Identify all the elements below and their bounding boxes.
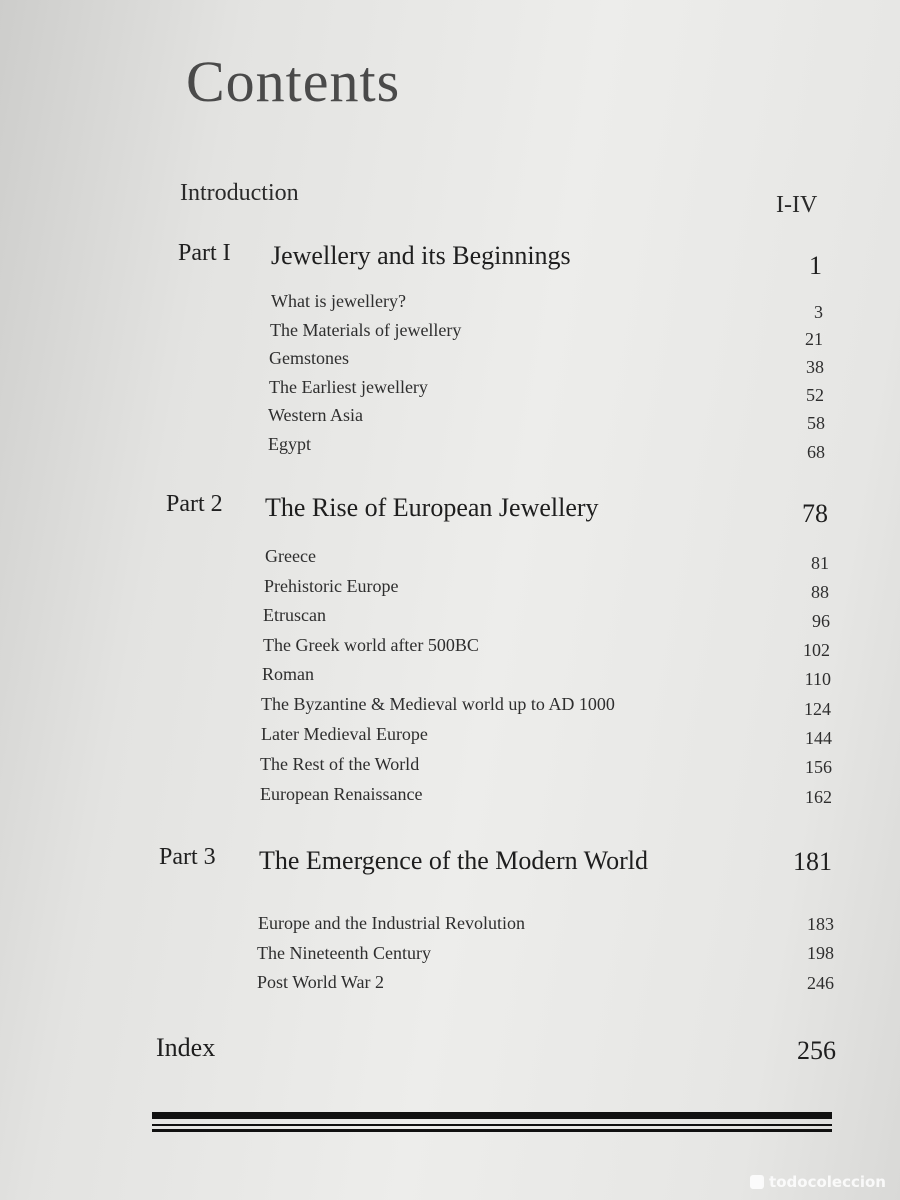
toc-entry: The Rest of the World (260, 754, 420, 774)
watermark (750, 1173, 886, 1191)
toc-entry: Post World War 2 (257, 972, 384, 992)
toc-entry: European Renaissance (260, 784, 423, 804)
toc-entry-page: 21 (805, 329, 823, 349)
toc-entry: Roman (262, 664, 314, 684)
toc-entry: Western Asia (268, 405, 364, 425)
toc-entry-page: 144 (805, 728, 832, 748)
toc-entry: The Nineteenth Century (257, 943, 431, 963)
toc-entry: The Greek world after 500BC (263, 635, 479, 655)
toc-entry-page: 3 (814, 302, 823, 322)
bottom-rule-thin (152, 1124, 832, 1126)
toc-entry: Europe and the Industrial Revolution (258, 913, 525, 933)
toc-entry-page: 156 (805, 757, 832, 777)
index-label: Index (156, 1033, 216, 1062)
toc-entry: Greece (265, 546, 316, 566)
bottom-rule (152, 1129, 832, 1132)
watermark-text: todocoleccion (769, 1173, 886, 1191)
part-title: The Rise of European Jewellery (265, 493, 599, 522)
part-label: Part 2 (166, 491, 223, 517)
toc-entry: Later Medieval Europe (261, 724, 428, 744)
toc-entry: Etruscan (263, 605, 326, 625)
toc-entry-page: 124 (804, 699, 831, 719)
toc-entry-page: 96 (812, 611, 830, 631)
toc-entry-page: 246 (807, 973, 834, 993)
part-page: 181 (793, 847, 832, 876)
index-page: 256 (797, 1036, 836, 1065)
toc-entry-page: 162 (805, 787, 832, 807)
page-title: Contents (186, 49, 401, 114)
introduction-label: Introduction (180, 180, 299, 206)
toc-entry: Egypt (268, 434, 311, 454)
part-title: The Emergence of the Modern World (259, 846, 648, 875)
toc-entry: Gemstones (269, 348, 349, 368)
toc-entry-page: 198 (807, 943, 834, 963)
part-label: Part I (178, 240, 231, 266)
toc-entry-page: 110 (804, 669, 831, 689)
toc-entry-page: 38 (806, 357, 824, 377)
part-title: Jewellery and its Beginnings (271, 241, 571, 270)
bottom-rule-thick (152, 1112, 832, 1119)
part-label: Part 3 (159, 844, 216, 870)
toc-entry: The Materials of jewellery (270, 320, 462, 340)
toc-entry-page: 88 (811, 582, 829, 602)
toc-entry-page: 52 (806, 385, 824, 405)
watermark-logo-icon (750, 1175, 764, 1189)
toc-entry: The Earliest jewellery (269, 377, 428, 397)
part-page: 78 (802, 499, 828, 528)
toc-entry-page: 183 (807, 914, 834, 934)
toc-entry: Prehistoric Europe (264, 576, 399, 596)
toc-entry: The Byzantine & Medieval world up to AD 1000 (261, 694, 615, 714)
toc-entry-page: 58 (807, 413, 825, 433)
toc-entry-page: 81 (811, 553, 829, 573)
part-page: 1 (809, 251, 822, 280)
toc-entry-page: 68 (807, 442, 825, 462)
toc-entry: What is jewellery? (271, 291, 406, 311)
introduction-page: I-IV (776, 192, 818, 218)
toc-entry-page: 102 (803, 640, 830, 660)
